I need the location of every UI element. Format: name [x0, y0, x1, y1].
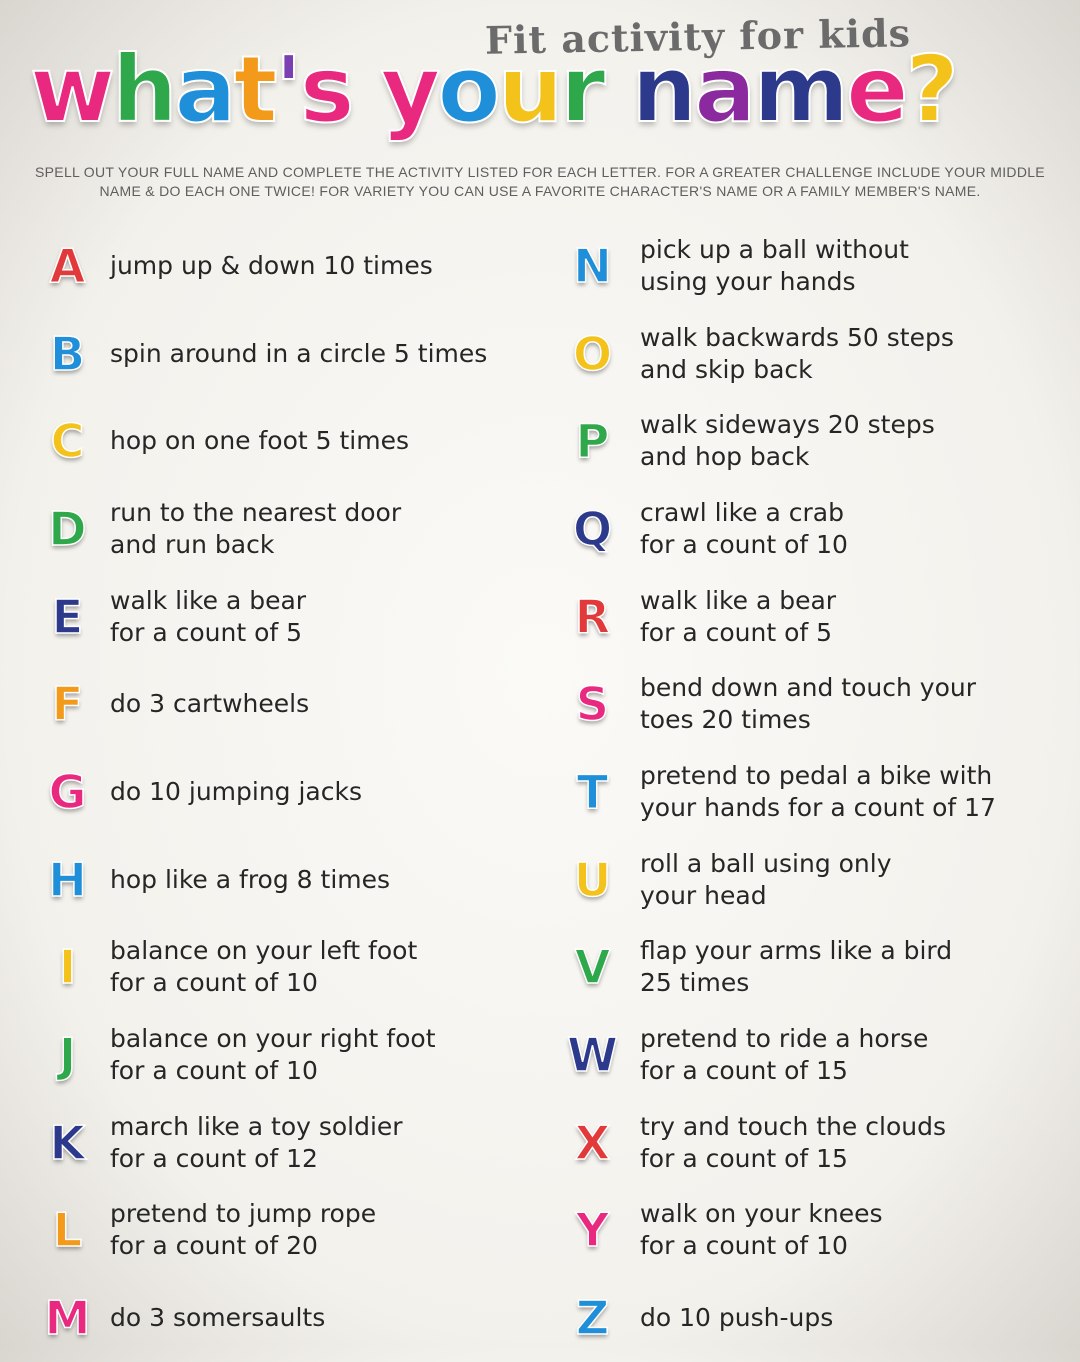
activity-text: try and touch the clouds for a count of 15: [640, 1111, 946, 1173]
activity-row-u: [565, 836, 1080, 924]
letter-j: J: [58, 1028, 77, 1083]
title-letter: n: [631, 36, 695, 143]
activity-row-n: [565, 222, 1080, 310]
activity-row-a: [40, 222, 560, 310]
letter-t: T: [576, 764, 609, 819]
activity-text: pretend to ride a horse for a count of 15: [640, 1024, 929, 1086]
activity-row-b: [40, 310, 560, 398]
activity-text: walk backwards 50 steps and skip back: [640, 322, 954, 384]
activity-row-h: [40, 836, 560, 924]
letter-l: L: [52, 1203, 83, 1258]
title-letter: y: [380, 36, 438, 143]
poster-header: [0, 0, 1080, 230]
activity-row-z: [565, 1274, 1080, 1362]
letter-h: H: [48, 852, 87, 907]
poster-subtitle: Fit activity for kids: [484, 10, 912, 63]
activity-text: balance on your right foot for a count of 10: [110, 1024, 436, 1086]
activity-row-t: [565, 748, 1080, 836]
activity-row-s: [565, 660, 1080, 748]
letter-n: N: [573, 238, 612, 293]
activity-row-y: [565, 1187, 1080, 1275]
letter-f: F: [51, 677, 84, 732]
activity-text: flap your arms like a bird 25 times: [640, 936, 953, 998]
activity-text: walk like a bear for a count of 5: [640, 585, 837, 647]
title-letter: [603, 44, 632, 136]
title-letter: [352, 44, 381, 136]
title-letter: ': [274, 36, 300, 143]
title-letter: h: [112, 36, 175, 143]
title-letter: m: [753, 36, 847, 143]
activity-text: pretend to jump rope for a count of 20: [110, 1199, 377, 1261]
title-letter: ?: [905, 36, 956, 143]
activity-row-g: [40, 748, 560, 836]
activity-text: do 10 jumping jacks: [110, 776, 363, 806]
letter-c: C: [50, 414, 85, 469]
letter-g: G: [48, 764, 87, 819]
activity-row-f: [40, 660, 560, 748]
activity-text: hop on one foot 5 times: [110, 426, 410, 456]
activity-row-m: [40, 1274, 560, 1362]
title-letter: t: [233, 36, 275, 143]
activity-text: jump up & down 10 times: [110, 250, 433, 280]
title-letter: a: [694, 36, 754, 143]
letter-k: K: [49, 1115, 86, 1170]
letter-e: E: [51, 589, 84, 644]
title-letter: e: [846, 36, 906, 143]
title-letter: a: [174, 36, 234, 143]
activity-text: do 10 push-ups: [640, 1303, 834, 1333]
activity-row-c: [40, 397, 560, 485]
letter-q: Q: [572, 501, 613, 556]
letter-b: B: [49, 326, 86, 381]
letter-o: O: [572, 326, 613, 381]
activity-row-l: [40, 1187, 560, 1275]
activity-text: bend down and touch your toes 20 times: [640, 673, 976, 735]
activity-row-k: [40, 1099, 560, 1187]
activity-text: crawl like a crab for a count of 10: [640, 497, 848, 559]
letter-s: S: [575, 677, 610, 732]
activity-text: do 3 somersaults: [110, 1303, 326, 1333]
title-letter: o: [437, 36, 498, 143]
title-letter: w: [30, 36, 112, 143]
activity-row-e: [40, 573, 560, 661]
title-letter: u: [497, 36, 561, 143]
letter-a: A: [49, 238, 86, 293]
title-letter: r: [560, 36, 603, 143]
activity-text: walk like a bear for a count of 5: [110, 585, 307, 647]
activity-text: pick up a ball without using your hands: [640, 234, 909, 296]
activity-row-d: [40, 485, 560, 573]
activity-row-j: [40, 1011, 560, 1099]
activity-row-x: [565, 1099, 1080, 1187]
letter-u: U: [573, 852, 612, 907]
letter-x: X: [574, 1115, 611, 1170]
activity-row-o: [565, 310, 1080, 398]
activity-column-a-to-m: [40, 222, 560, 1362]
activity-text: pretend to pedal a bike with your hands for a count of 17: [640, 760, 996, 822]
activity-text: do 3 cartwheels: [110, 689, 310, 719]
activity-row-q: [565, 485, 1080, 573]
letter-y: Y: [575, 1203, 610, 1258]
activity-text: walk on your knees for a count of 10: [640, 1199, 883, 1261]
activity-text: roll a ball using only your head: [640, 848, 892, 910]
activity-text: spin around in a circle 5 times: [110, 338, 488, 368]
activity-text: run to the nearest door and run back: [110, 497, 402, 559]
instructions-text: SPELL OUT YOUR FULL NAME AND COMPLETE THE ACTIVITY LISTED FOR EACH LETTER. FOR A GREATER CHALLENGE INCLUDE YOUR MIDDLE NAME & DO EACH ONE TWICE! FOR VARIETY YOU CAN USE A FAVORITE CHARACTER'S NAME OR A FAMILY MEMBER'S NAME.: [35, 164, 1045, 199]
activity-text: balance on your left foot for a count of 10: [110, 936, 418, 998]
letter-d: D: [48, 501, 87, 556]
activity-row-r: [565, 573, 1080, 661]
activity-row-p: [565, 397, 1080, 485]
letter-z: Z: [575, 1291, 610, 1346]
letter-r: R: [574, 589, 611, 644]
letter-m: M: [44, 1291, 91, 1346]
activity-row-i: [40, 924, 560, 1012]
letter-p: P: [575, 414, 610, 469]
activity-text: walk sideways 20 steps and hop back: [640, 410, 935, 472]
activity-text: hop like a frog 8 times: [110, 864, 391, 894]
activity-row-w: [565, 1011, 1080, 1099]
letter-w: W: [567, 1028, 618, 1083]
title-letter: s: [299, 36, 352, 143]
letter-v: V: [574, 940, 611, 995]
activity-row-v: [565, 924, 1080, 1012]
letter-i: I: [58, 940, 77, 995]
activity-text: march like a toy soldier for a count of 12: [110, 1111, 403, 1173]
activity-column-n-to-z: [565, 222, 1080, 1362]
